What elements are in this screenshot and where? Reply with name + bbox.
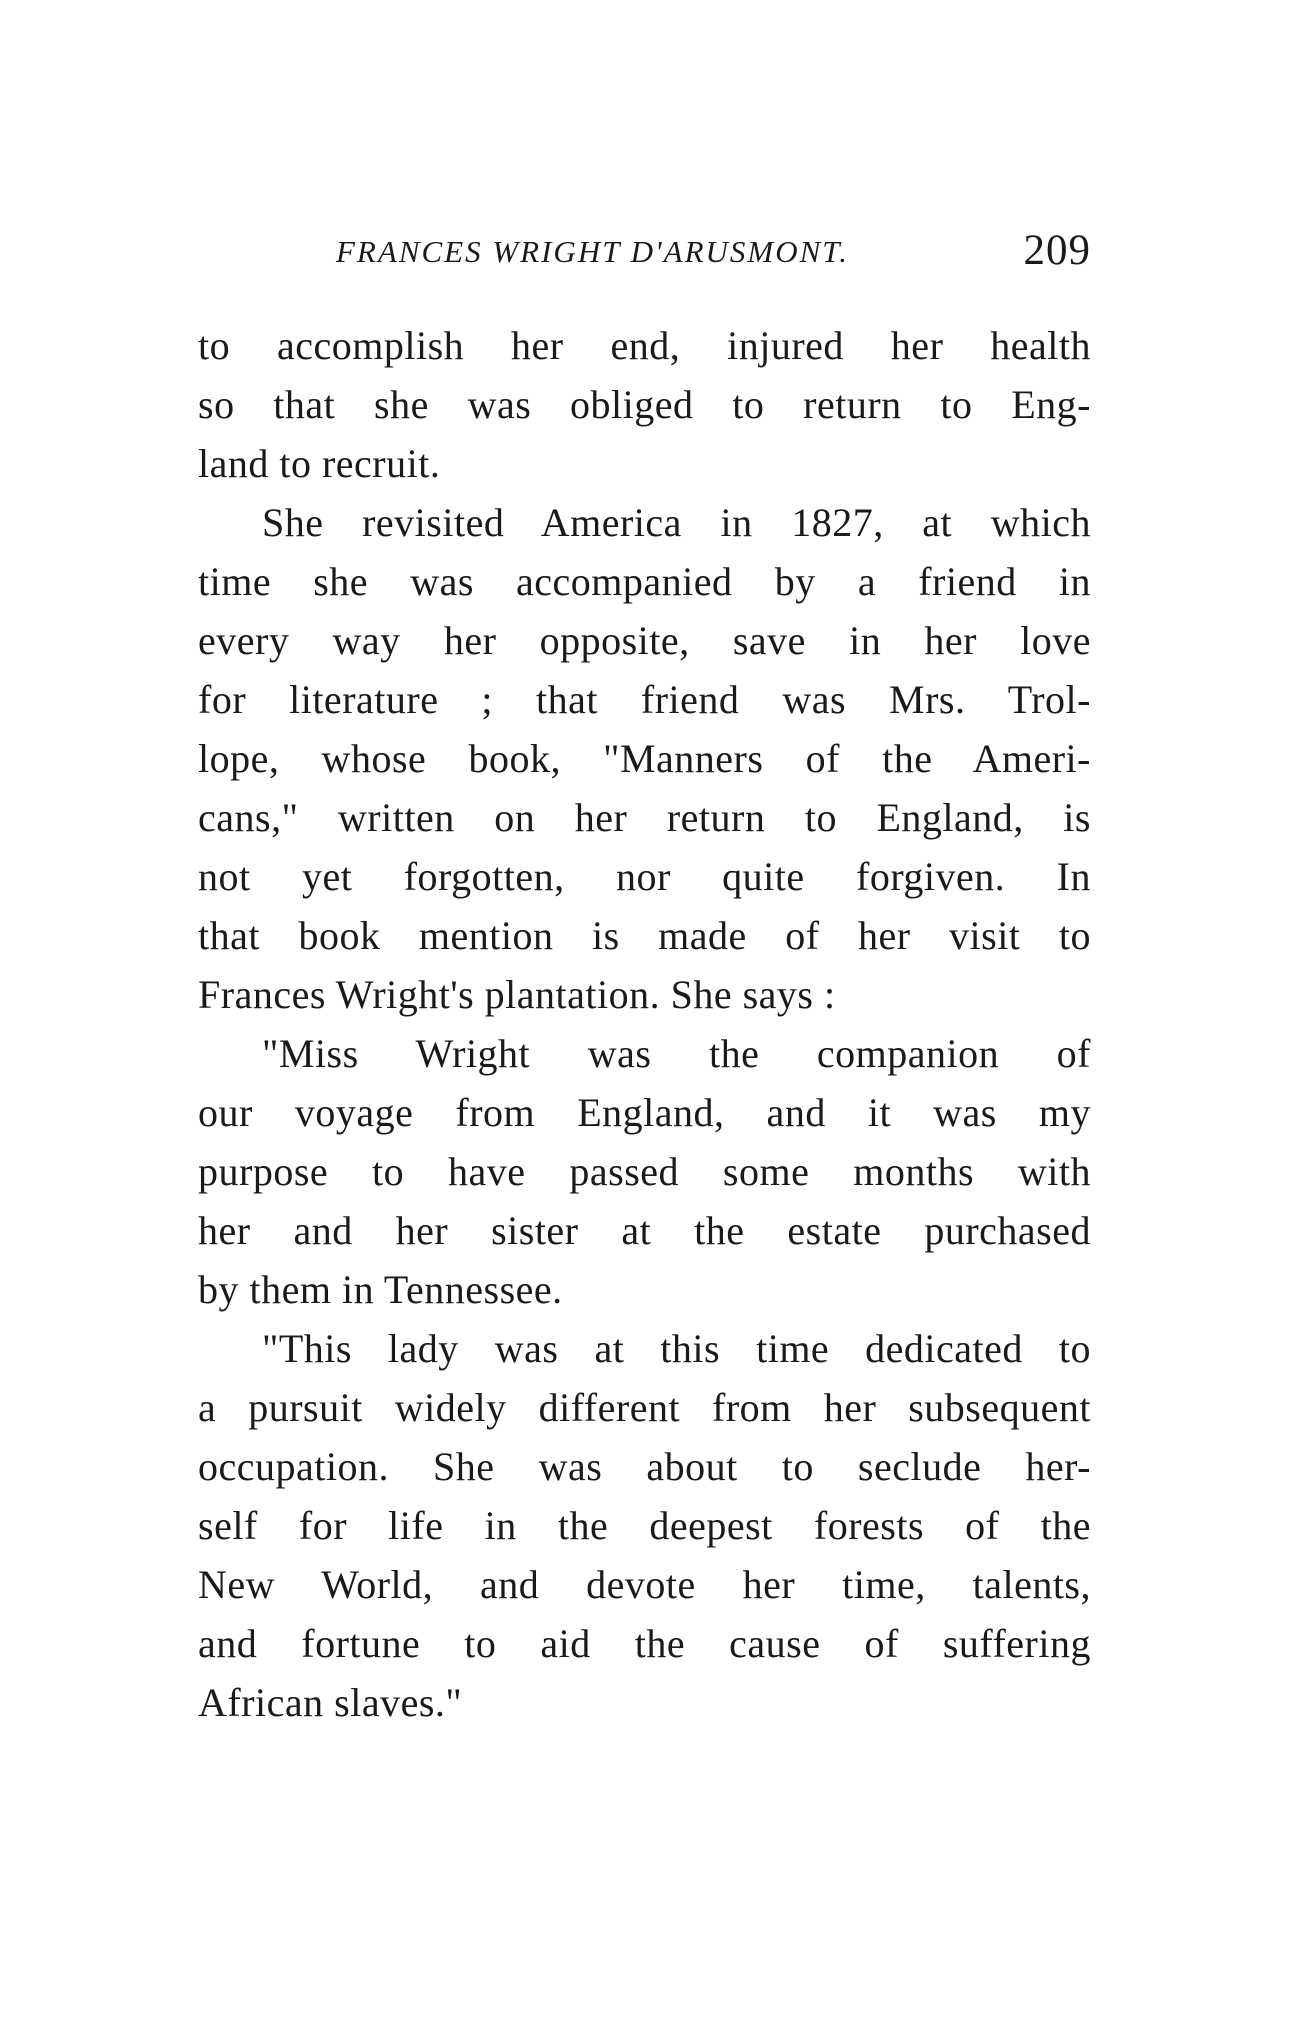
text-line: a pursuit widely different from her subsequent — [198, 1385, 1091, 1430]
running-title: FRANCES WRIGHT D'ARUSMONT. — [336, 234, 849, 269]
text-line: "This lady was at this time dedicated to — [262, 1326, 1091, 1371]
text-line: to accomplish her end, injured her health — [198, 323, 1091, 368]
text-line: time she was accompanied by a friend in — [198, 559, 1091, 604]
text-line: self for life in the deepest forests of the — [198, 1503, 1091, 1548]
paragraph-quote-pursuit — [198, 1319, 1091, 1732]
text-line: so that she was obliged to return to Eng- — [198, 382, 1091, 427]
text-line: and fortune to aid the cause of suffering — [198, 1621, 1091, 1666]
body-text — [198, 316, 1091, 1732]
text-line: by them in Tennessee. — [198, 1267, 563, 1312]
text-line: cans," written on her return to England, is — [198, 795, 1091, 840]
text-line: occupation. She was about to seclude her- — [198, 1444, 1091, 1489]
text-line: not yet forgotten, nor quite forgiven. In — [198, 854, 1091, 899]
text-line: that book mention is made of her visit to — [198, 913, 1091, 958]
text-line: her and her sister at the estate purchased — [198, 1208, 1091, 1253]
text-line: "Miss Wright was the companion of — [262, 1031, 1091, 1076]
paragraph-trollope — [198, 493, 1091, 1024]
text-line: African slaves." — [198, 1680, 463, 1725]
text-line: New World, and devote her time, talents, — [198, 1562, 1091, 1607]
text-line: for literature ; that friend was Mrs. Trol- — [198, 677, 1091, 722]
text-line: Frances Wright's plantation. She says : — [198, 972, 836, 1017]
text-line: She revisited America in 1827, at which — [262, 500, 1091, 545]
paragraph-quote-voyage — [198, 1024, 1091, 1319]
paragraph-continuation — [198, 316, 1091, 493]
text-line: every way her opposite, save in her love — [198, 618, 1091, 663]
text-line: lope, whose book, "Manners of the Ameri- — [198, 736, 1091, 781]
text-line: land to recruit. — [198, 441, 441, 486]
running-head — [336, 226, 1091, 278]
text-line: our voyage from England, and it was my — [198, 1090, 1091, 1135]
text-line: purpose to have passed some months with — [198, 1149, 1091, 1194]
page-number: 209 — [1023, 227, 1091, 274]
